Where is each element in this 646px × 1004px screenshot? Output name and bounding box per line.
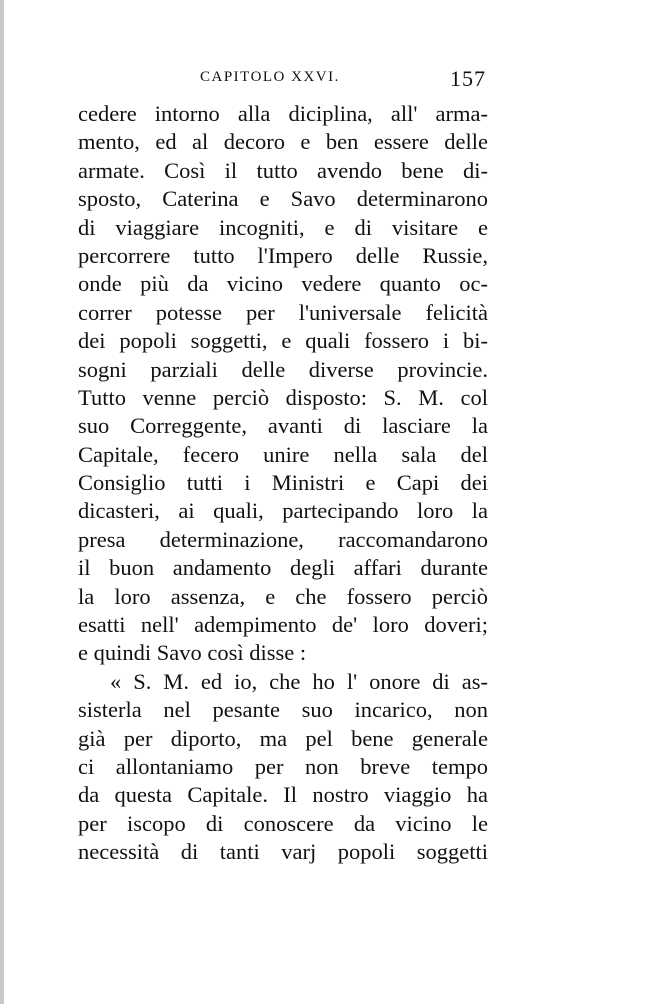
text-line: percorrere tutto l'Impero delle Russie, xyxy=(78,242,488,268)
text-line: il buon andamento degli affari durante xyxy=(78,555,488,581)
text-line: per iscopo di conoscere da vicino le xyxy=(78,810,488,836)
text-line: da questa Capitale. Il nostro viaggio ha xyxy=(78,782,488,808)
text-line: e quindi Savo così disse : xyxy=(78,640,307,666)
text-line: dicasteri, ai quali, partecipando loro la xyxy=(78,498,488,524)
text-line: correr potesse per l'universale felicità xyxy=(78,299,488,325)
text-line: cedere intorno alla diciplina, all' arma- xyxy=(78,101,488,126)
text-line: sposto, Caterina e Savo determinarono xyxy=(78,186,488,212)
text-line: mento, ed al decoro e ben essere delle xyxy=(78,129,488,155)
text-line: sisterla nel pesante suo incarico, non xyxy=(78,697,488,723)
page-number: 157 xyxy=(450,66,486,91)
text-line: Capitale, fecero unire nella sala del xyxy=(78,441,488,467)
text-line: Tutto venne perciò disposto: S. M. col xyxy=(78,384,488,410)
page-header xyxy=(200,66,490,92)
text-line: necessità di tanti varj popoli soggetti xyxy=(78,839,488,865)
text-line: già per diporto, ma pel bene generale xyxy=(78,725,488,751)
text-line: presa determinazione, raccomandarono xyxy=(78,526,488,552)
text-line: suo Correggente, avanti di lasciare la xyxy=(78,413,488,439)
text-line: la loro assenza, e che fossero perciò xyxy=(78,583,488,609)
running-head: CAPITOLO XXVI. xyxy=(200,69,340,85)
text-line: esatti nell' adempimento de' loro doveri; xyxy=(78,612,488,638)
text-line: di viaggiare incogniti, e di visitare e xyxy=(78,214,488,240)
text-line: ci allontaniamo per non breve tempo xyxy=(78,753,488,779)
text-line: « S. M. ed io, che ho l' onore di as- xyxy=(110,668,488,694)
page-binding-edge xyxy=(0,0,4,1004)
body-text xyxy=(78,100,488,867)
text-line: armate. Così il tutto avendo bene di- xyxy=(78,157,488,183)
text-line: Consiglio tutti i Ministri e Capi dei xyxy=(78,470,488,496)
text-line: sogni parziali delle diverse provincie. xyxy=(78,356,488,382)
text-line: dei popoli soggetti, e quali fossero i bi- xyxy=(78,328,488,354)
text-line: onde più da vicino vedere quanto oc- xyxy=(78,271,488,297)
